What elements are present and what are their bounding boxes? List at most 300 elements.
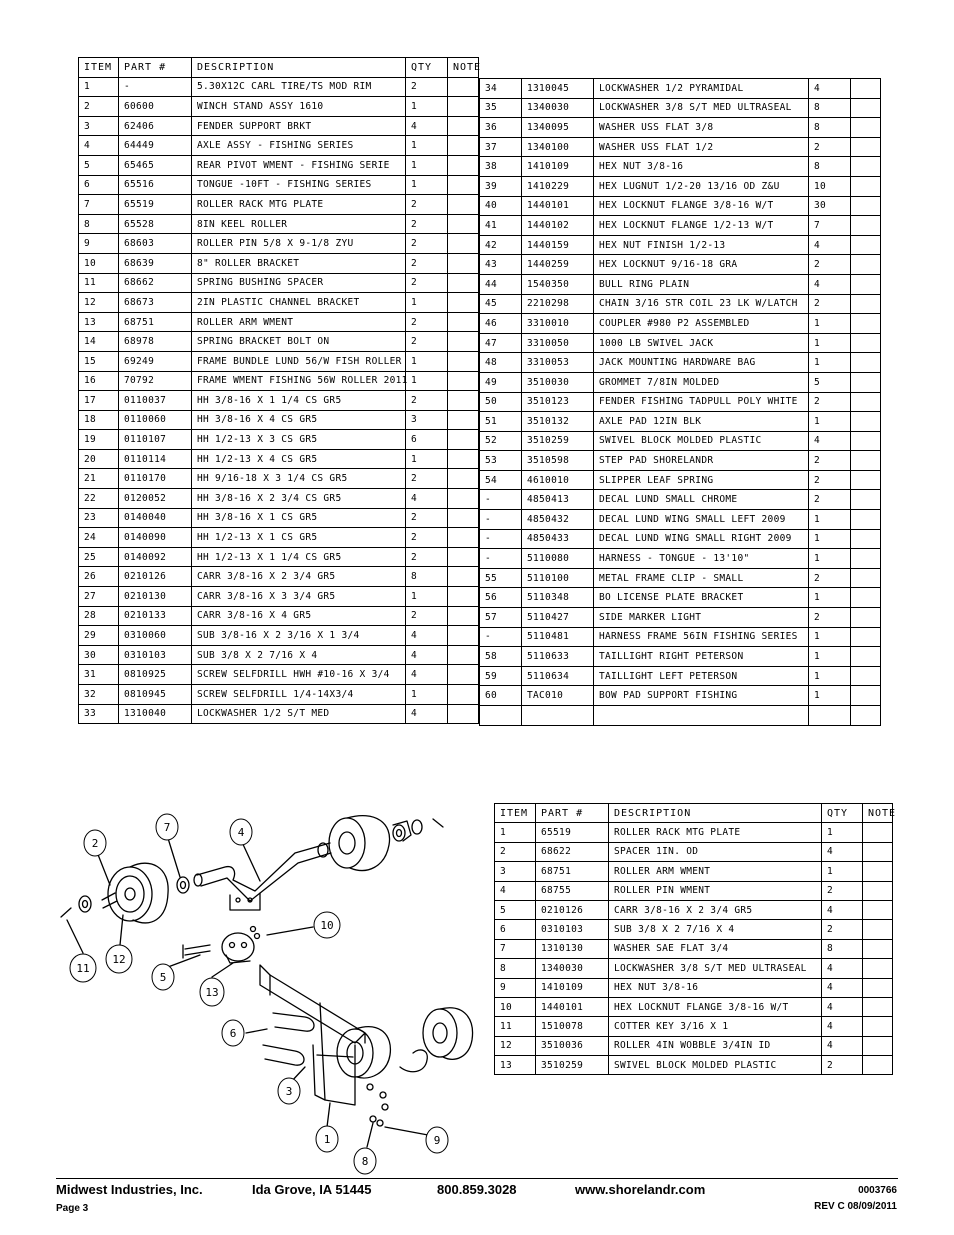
note-cell — [863, 978, 893, 997]
note-header: NOTE — [863, 804, 893, 823]
note-cell — [851, 137, 881, 157]
description-cell: HH 1/2-13 X 3 CS GR5 — [192, 430, 406, 450]
item-cell: 32 — [79, 685, 119, 705]
part-number-cell: 70792 — [119, 371, 192, 391]
part-number-cell: 65465 — [119, 155, 192, 175]
description-cell: HH 9/16-18 X 3 1/4 CS GR5 — [192, 469, 406, 489]
qty-cell: 4 — [822, 978, 863, 997]
table-row — [79, 293, 479, 313]
table-row — [480, 529, 881, 549]
table-row — [480, 706, 881, 726]
qty-cell: 30 — [809, 196, 851, 216]
table-row — [79, 606, 479, 626]
washer-7 — [177, 877, 189, 893]
company-website: www.shorelandr.com — [575, 1182, 706, 1197]
item-cell: 2 — [79, 97, 119, 117]
item-cell: 53 — [480, 451, 522, 471]
part-number-cell: 68662 — [119, 273, 192, 293]
part-number-cell: - — [119, 77, 192, 97]
note-cell — [448, 410, 479, 430]
description-cell: CARR 3/8-16 X 3 3/4 GR5 — [192, 587, 406, 607]
qty-cell: 2 — [809, 608, 851, 628]
description-cell: HEX LOCKNUT FLANGE 3/8-16 W/T — [609, 997, 822, 1016]
qty-cell: 1 — [406, 155, 448, 175]
table-row — [79, 175, 479, 195]
part-number-cell: 3510598 — [522, 451, 594, 471]
table-header-row — [495, 804, 893, 823]
item-cell: 24 — [79, 528, 119, 548]
qty-cell: 1 — [406, 371, 448, 391]
qty-cell: 8 — [809, 98, 851, 118]
roller-rack-plate — [260, 965, 365, 1105]
item-cell: 60 — [480, 686, 522, 706]
note-cell — [448, 430, 479, 450]
note-cell — [863, 900, 893, 919]
part-number-cell: 0110114 — [119, 449, 192, 469]
qty-cell: 1 — [809, 627, 851, 647]
table-row — [79, 508, 479, 528]
table-row — [480, 196, 881, 216]
note-cell — [851, 529, 881, 549]
description-cell: SUB 3/8-16 X 2 3/16 X 1 3/4 — [192, 626, 406, 646]
note-cell — [448, 253, 479, 273]
part-number-cell: 1540350 — [522, 274, 594, 294]
item-cell: 12 — [495, 1036, 536, 1055]
table-row — [480, 176, 881, 196]
part-number-cell: 1340100 — [522, 137, 594, 157]
description-cell: WASHER SAE FLAT 3/4 — [609, 939, 822, 958]
table-row — [79, 116, 479, 136]
description-cell: HARNESS FRAME 56IN FISHING SERIES — [594, 627, 809, 647]
qty-cell: 2 — [406, 312, 448, 332]
part-number-cell: 64449 — [119, 136, 192, 156]
qty-cell: 1 — [809, 666, 851, 686]
description-cell: CHAIN 3/16 STR COIL 23 LK W/LATCH — [594, 294, 809, 314]
part-number-cell: 3510123 — [522, 392, 594, 412]
qty-cell: 4 — [406, 626, 448, 646]
qty-cell: 1 — [809, 510, 851, 530]
item-cell: 55 — [480, 568, 522, 588]
description-cell: 5.30X12C CARL TIRE/TS MOD RIM — [192, 77, 406, 97]
part-number-cell: 0140092 — [119, 547, 192, 567]
callout-6: 6 — [229, 1027, 237, 1040]
part-number-cell: 1510078 — [536, 1017, 609, 1036]
qty-cell: 2 — [406, 253, 448, 273]
table-row — [480, 79, 881, 99]
roller-pin-weldment — [194, 843, 331, 910]
note-cell — [851, 647, 881, 667]
item-cell: 15 — [79, 351, 119, 371]
part-number-cell: 1410229 — [522, 176, 594, 196]
note-cell — [851, 431, 881, 451]
note-cell — [851, 510, 881, 530]
note-cell — [863, 1056, 893, 1075]
table-row — [79, 77, 479, 97]
item-cell: 22 — [79, 489, 119, 509]
qty-cell: 2 — [809, 294, 851, 314]
note-cell — [851, 627, 881, 647]
item-cell: 23 — [79, 508, 119, 528]
note-cell — [448, 587, 479, 607]
description-cell: HEX LOCKNUT FLANGE 1/2-13 W/T — [594, 216, 809, 236]
qty-header: QTY — [406, 58, 448, 78]
callout-7: 7 — [163, 821, 171, 834]
part-number-cell: 1440101 — [536, 997, 609, 1016]
qty-cell: 8 — [809, 157, 851, 177]
item-cell: 5 — [79, 155, 119, 175]
description-cell: LOCKWASHER 3/8 S/T MED ULTRASEAL — [609, 959, 822, 978]
table-row — [480, 333, 881, 353]
table-row — [480, 568, 881, 588]
item-cell: 48 — [480, 353, 522, 373]
u-bolt-lower — [263, 1045, 304, 1065]
description-cell: FRAME BUNDLE LUND 56/W FISH ROLLER — [192, 351, 406, 371]
item-cell: 58 — [480, 647, 522, 667]
table-row — [79, 195, 479, 215]
item-cell: 9 — [495, 978, 536, 997]
note-cell — [851, 666, 881, 686]
part-number-cell: 5110080 — [522, 549, 594, 569]
description-cell: CARR 3/8-16 X 2 3/4 GR5 — [192, 567, 406, 587]
qty-cell: 4 — [809, 235, 851, 255]
item-cell: 44 — [480, 274, 522, 294]
note-cell — [851, 176, 881, 196]
qty-cell: 2 — [406, 77, 448, 97]
table-row — [79, 410, 479, 430]
description-cell: FRAME WMENT FISHING 56W ROLLER 2011 — [192, 371, 406, 391]
part-number-cell: 69249 — [119, 351, 192, 371]
qty-cell: 2 — [822, 920, 863, 939]
qty-cell: 2 — [406, 195, 448, 215]
part-number-cell: 3310010 — [522, 314, 594, 334]
note-cell — [448, 547, 479, 567]
part-number-cell: 3510132 — [522, 412, 594, 432]
part-number-cell: 0210130 — [119, 587, 192, 607]
callout-9: 9 — [433, 1134, 441, 1147]
part-number-cell: 0310060 — [119, 626, 192, 646]
table-row — [480, 647, 881, 667]
part-number-cell: 3310053 — [522, 353, 594, 373]
callout-10: 10 — [320, 919, 334, 932]
qty-cell: 1 — [809, 588, 851, 608]
part-number-cell: 0120052 — [119, 489, 192, 509]
note-cell — [851, 568, 881, 588]
qty-cell: 2 — [809, 451, 851, 471]
item-cell: 42 — [480, 235, 522, 255]
item-cell: 45 — [480, 294, 522, 314]
qty-cell: 4 — [822, 1017, 863, 1036]
item-cell: 4 — [79, 136, 119, 156]
item-cell: - — [480, 549, 522, 569]
qty-cell: 8 — [406, 567, 448, 587]
table-row — [480, 412, 881, 432]
note-cell — [863, 862, 893, 881]
table-row — [480, 235, 881, 255]
table-row — [79, 351, 479, 371]
note-cell — [851, 294, 881, 314]
table-row — [480, 666, 881, 686]
qty-cell: 4 — [822, 900, 863, 919]
qty-cell: 2 — [406, 234, 448, 254]
item-cell: - — [480, 490, 522, 510]
note-cell — [851, 470, 881, 490]
qty-cell: 2 — [822, 1056, 863, 1075]
item-cell: 14 — [79, 332, 119, 352]
table-row — [480, 627, 881, 647]
item-cell: 12 — [79, 293, 119, 313]
item-cell: 16 — [79, 371, 119, 391]
item-cell: 4 — [495, 881, 536, 900]
table-row — [480, 274, 881, 294]
qty-cell: 2 — [406, 332, 448, 352]
part-number-cell: 3310050 — [522, 333, 594, 353]
note-cell — [448, 77, 479, 97]
qty-cell: 1 — [809, 549, 851, 569]
note-cell — [448, 508, 479, 528]
part-number-cell: 1340095 — [522, 118, 594, 138]
qty-cell: 10 — [809, 176, 851, 196]
item-cell: 27 — [79, 587, 119, 607]
table-row — [480, 157, 881, 177]
item-cell: 50 — [480, 392, 522, 412]
table-row — [79, 547, 479, 567]
table-row — [79, 430, 479, 450]
part-number-cell: 0110060 — [119, 410, 192, 430]
part-number-cell: 68622 — [536, 842, 609, 861]
item-header: ITEM — [495, 804, 536, 823]
description-cell: LOCKWASHER 1/2 S/T MED — [192, 704, 406, 724]
description-cell: DECAL LUND SMALL CHROME — [594, 490, 809, 510]
item-cell: 3 — [79, 116, 119, 136]
qty-cell: 1 — [809, 529, 851, 549]
description-cell: ROLLER ARM WMENT — [609, 862, 822, 881]
description-cell: WINCH STAND ASSY 1610 — [192, 97, 406, 117]
item-cell: 56 — [480, 588, 522, 608]
table-row — [480, 588, 881, 608]
qty-cell: 2 — [406, 528, 448, 548]
item-cell: 47 — [480, 333, 522, 353]
description-cell: DECAL LUND WING SMALL LEFT 2009 — [594, 510, 809, 530]
table-row — [480, 549, 881, 569]
description-cell: HEX LOCKNUT FLANGE 3/8-16 W/T — [594, 196, 809, 216]
qty-cell: 1 — [406, 97, 448, 117]
item-cell: 59 — [480, 666, 522, 686]
description-cell: BO LICENSE PLATE BRACKET — [594, 588, 809, 608]
part-number-cell: 0210126 — [119, 567, 192, 587]
qty-cell: 4 — [822, 959, 863, 978]
qty-cell: 4 — [406, 489, 448, 509]
part-number-cell: 4850433 — [522, 529, 594, 549]
description-cell: SUB 3/8 X 2 7/16 X 4 — [609, 920, 822, 939]
qty-cell: 4 — [406, 645, 448, 665]
table-row — [79, 528, 479, 548]
note-cell — [448, 175, 479, 195]
table-row — [480, 431, 881, 451]
note-cell — [448, 685, 479, 705]
part-number-cell: 0110107 — [119, 430, 192, 450]
qty-cell — [809, 706, 851, 726]
description-cell: TONGUE -10FT - FISHING SERIES — [192, 175, 406, 195]
item-cell: 7 — [495, 939, 536, 958]
part-number-cell: 68751 — [536, 862, 609, 881]
note-cell — [448, 449, 479, 469]
description-cell: ROLLER RACK MTG PLATE — [192, 195, 406, 215]
description-cell: STEP PAD SHORELANDR — [594, 451, 809, 471]
note-cell — [448, 645, 479, 665]
table-row — [495, 920, 893, 939]
note-cell — [851, 314, 881, 334]
note-cell — [448, 528, 479, 548]
description-cell: LOCKWASHER 3/8 S/T MED ULTRASEAL — [594, 98, 809, 118]
part-number-cell: 3510259 — [536, 1056, 609, 1075]
part-number-cell: 1440102 — [522, 216, 594, 236]
note-cell — [851, 451, 881, 471]
part-number-cell: 5110348 — [522, 588, 594, 608]
description-cell: AXLE PAD 12IN BLK — [594, 412, 809, 432]
part-number-cell: 0140090 — [119, 528, 192, 548]
description-cell: GROMMET 7/8IN MOLDED — [594, 372, 809, 392]
part-number-cell: 3510030 — [522, 372, 594, 392]
note-cell — [851, 79, 881, 99]
qty-cell: 4 — [822, 842, 863, 861]
qty-cell: 2 — [406, 214, 448, 234]
qty-cell: 1 — [822, 823, 863, 842]
qty-cell: 2 — [406, 469, 448, 489]
description-cell: 8" ROLLER BRACKET — [192, 253, 406, 273]
description-cell: TAILLIGHT RIGHT PETERSON — [594, 647, 809, 667]
description-cell: SWIVEL BLOCK MOLDED PLASTIC — [594, 431, 809, 451]
table-row — [495, 997, 893, 1016]
note-cell — [851, 706, 881, 726]
item-cell: 31 — [79, 665, 119, 685]
note-cell — [851, 118, 881, 138]
part-number-cell: 1340030 — [522, 98, 594, 118]
roller-assembly-parts-table — [494, 803, 897, 1075]
qty-cell: 7 — [809, 216, 851, 236]
part-number-cell: 5110634 — [522, 666, 594, 686]
qty-cell: 4 — [406, 704, 448, 724]
page-number: Page 3 — [56, 1203, 89, 1214]
description-cell: CARR 3/8-16 X 4 GR5 — [192, 606, 406, 626]
qty-cell: 1 — [809, 647, 851, 667]
table-row — [495, 842, 893, 861]
roller-assembly-diagram — [55, 805, 475, 1175]
table-row — [79, 587, 479, 607]
item-cell: 51 — [480, 412, 522, 432]
qty-cell: 1 — [406, 587, 448, 607]
table-row — [495, 1056, 893, 1075]
callout-2: 2 — [91, 837, 99, 850]
description-cell: HH 3/8-16 X 4 CS GR5 — [192, 410, 406, 430]
description-cell: SCREW SELFDRILL 1/4-14X3/4 — [192, 685, 406, 705]
part-number-cell: 65519 — [536, 823, 609, 842]
item-cell: 18 — [79, 410, 119, 430]
table-row — [495, 823, 893, 842]
qty-cell: 1 — [809, 412, 851, 432]
part-number-header: PART # — [119, 58, 192, 78]
note-cell — [863, 959, 893, 978]
part-number-cell: 60600 — [119, 97, 192, 117]
qty-cell: 2 — [406, 391, 448, 411]
description-cell: SPRING BUSHING SPACER — [192, 273, 406, 293]
item-cell: 10 — [79, 253, 119, 273]
item-cell: 17 — [79, 391, 119, 411]
note-cell — [851, 353, 881, 373]
description-cell: COUPLER #980 P2 ASSEMBLED — [594, 314, 809, 334]
table-row — [480, 510, 881, 530]
table-row — [480, 353, 881, 373]
parts-list-table-right — [479, 78, 881, 726]
table-row — [480, 294, 881, 314]
item-cell: 40 — [480, 196, 522, 216]
item-cell: 6 — [495, 920, 536, 939]
item-cell: 26 — [79, 567, 119, 587]
note-cell — [448, 332, 479, 352]
wobble-roller-bottom-right — [400, 1008, 473, 1072]
item-cell: 1 — [79, 77, 119, 97]
callout-12: 12 — [112, 953, 126, 966]
note-cell — [448, 155, 479, 175]
table-row — [480, 216, 881, 236]
item-cell: 52 — [480, 431, 522, 451]
qty-cell: 1 — [809, 333, 851, 353]
part-number-cell — [522, 706, 594, 726]
table-row — [480, 314, 881, 334]
note-cell — [448, 195, 479, 215]
table-row — [79, 469, 479, 489]
table-row — [79, 273, 479, 293]
part-number-cell: 0310103 — [536, 920, 609, 939]
part-number-cell: 5110481 — [522, 627, 594, 647]
description-cell: BULL RING PLAIN — [594, 274, 809, 294]
item-cell: 34 — [480, 79, 522, 99]
callout-11: 11 — [76, 962, 90, 975]
table-row — [79, 312, 479, 332]
item-cell: 8 — [79, 214, 119, 234]
description-cell: SPACER 1IN. OD — [609, 842, 822, 861]
item-cell: 6 — [79, 175, 119, 195]
item-cell: 37 — [480, 137, 522, 157]
note-cell — [448, 626, 479, 646]
note-cell — [448, 665, 479, 685]
part-number-cell: 1410109 — [522, 157, 594, 177]
swivel-block — [222, 933, 254, 963]
part-number-cell: 1340030 — [536, 959, 609, 978]
company-name: Midwest Industries, Inc. — [56, 1182, 203, 1197]
item-cell: - — [480, 529, 522, 549]
part-number-cell: 68673 — [119, 293, 192, 313]
description-cell: ROLLER 4IN WOBBLE 3/4IN ID — [609, 1036, 822, 1055]
description-cell: HEX NUT 3/8-16 — [594, 157, 809, 177]
note-cell — [448, 371, 479, 391]
note-cell — [851, 333, 881, 353]
item-cell: 3 — [495, 862, 536, 881]
item-cell: 36 — [480, 118, 522, 138]
description-cell: JACK MOUNTING HARDWARE BAG — [594, 353, 809, 373]
table-row — [79, 567, 479, 587]
table-row — [495, 900, 893, 919]
table-row — [79, 685, 479, 705]
table-row — [79, 234, 479, 254]
u-bolt-upper — [273, 1013, 314, 1031]
item-cell: 13 — [495, 1056, 536, 1075]
qty-cell: 2 — [822, 881, 863, 900]
part-number-cell: 0110037 — [119, 391, 192, 411]
description-header: DESCRIPTION — [192, 58, 406, 78]
revision-date: REV C 08/09/2011 — [814, 1201, 897, 1212]
note-cell — [863, 920, 893, 939]
qty-cell: 6 — [406, 430, 448, 450]
